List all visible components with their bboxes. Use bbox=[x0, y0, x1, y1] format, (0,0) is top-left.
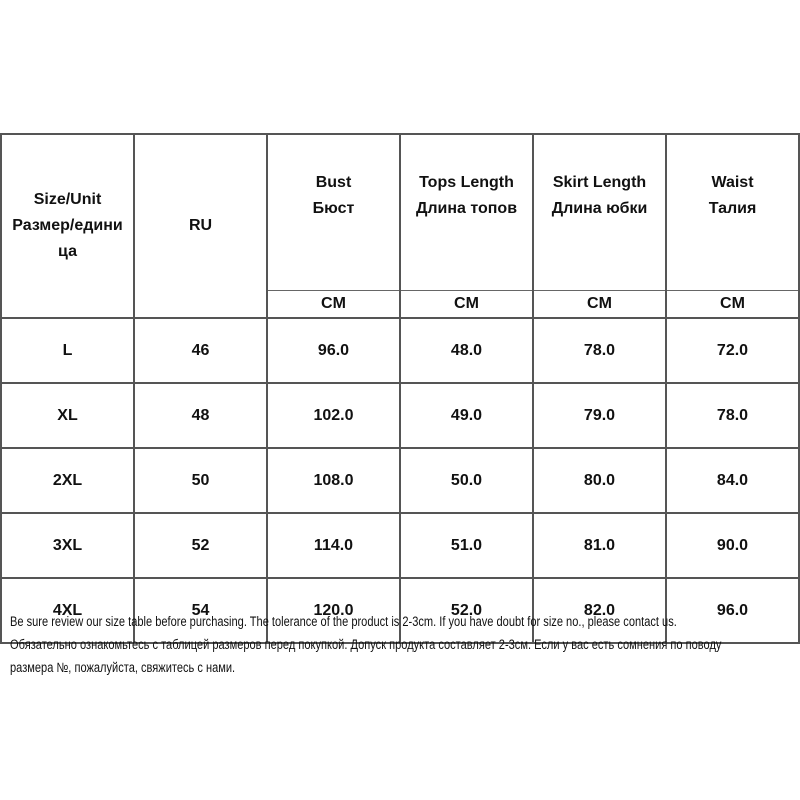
table-row bbox=[1, 513, 799, 578]
cell-ru: 54 bbox=[134, 578, 267, 643]
cell-skirt: 82.0 bbox=[533, 578, 666, 643]
header-text: Длина топов bbox=[415, 200, 518, 217]
header-tops-length bbox=[400, 134, 533, 291]
cell-size: 2XL bbox=[1, 448, 134, 513]
cell-bust: 108.0 bbox=[267, 448, 400, 513]
note-english: Be sure review our size table before purchasing. The tolerance of the product is 2-3cm. If you have doubt for size no., please contact us. bbox=[10, 614, 677, 629]
header-size-unit bbox=[1, 134, 134, 318]
cell-ru: 48 bbox=[134, 383, 267, 448]
header-text: Skirt Length bbox=[552, 174, 647, 191]
header-text: Размер/едини bbox=[12, 217, 123, 234]
cell-skirt: 79.0 bbox=[533, 383, 666, 448]
cell-skirt: 78.0 bbox=[533, 318, 666, 383]
header-text: Бюст bbox=[312, 200, 355, 217]
cell-skirt: 80.0 bbox=[533, 448, 666, 513]
cell-size: 3XL bbox=[1, 513, 134, 578]
cell-ru: 52 bbox=[134, 513, 267, 578]
cell-size: L bbox=[1, 318, 134, 383]
cell-bust: 114.0 bbox=[267, 513, 400, 578]
cell-bust: 120.0 bbox=[267, 578, 400, 643]
cell-tops: 50.0 bbox=[400, 448, 533, 513]
unit-cell: CM bbox=[400, 291, 533, 319]
header-ru: RU bbox=[134, 134, 267, 318]
header-text: ца bbox=[58, 243, 77, 260]
table-row bbox=[1, 448, 799, 513]
header-text: Талия bbox=[708, 200, 757, 217]
cell-bust: 96.0 bbox=[267, 318, 400, 383]
cell-tops: 52.0 bbox=[400, 578, 533, 643]
cell-ru: 46 bbox=[134, 318, 267, 383]
table-row bbox=[1, 383, 799, 448]
cell-waist: 96.0 bbox=[666, 578, 799, 643]
size-notes bbox=[10, 610, 748, 679]
cell-waist: 72.0 bbox=[666, 318, 799, 383]
header-text: Waist bbox=[711, 174, 754, 191]
header-bust bbox=[267, 134, 400, 291]
cell-tops: 48.0 bbox=[400, 318, 533, 383]
unit-cell: CM bbox=[533, 291, 666, 319]
unit-cell: CM bbox=[267, 291, 400, 319]
cell-ru: 50 bbox=[134, 448, 267, 513]
unit-cell: CM bbox=[666, 291, 799, 319]
header-text: Tops Length bbox=[419, 174, 514, 191]
cell-tops: 51.0 bbox=[400, 513, 533, 578]
size-table bbox=[0, 133, 800, 644]
cell-tops: 49.0 bbox=[400, 383, 533, 448]
cell-size: 4XL bbox=[1, 578, 134, 643]
cell-bust: 102.0 bbox=[267, 383, 400, 448]
table-row bbox=[1, 318, 799, 383]
cell-size: XL bbox=[1, 383, 134, 448]
note-russian-cont: размера №, пожалуйста, свяжитесь с нами. bbox=[10, 660, 236, 675]
note-russian: Обязательно ознакомьтесь с таблицей размеров перед покупкой. Допуск продукта составляет 2-3см. Если у вас есть сомнения по поводу bbox=[10, 637, 722, 652]
header-skirt-length bbox=[533, 134, 666, 291]
cell-waist: 90.0 bbox=[666, 513, 799, 578]
cell-skirt: 81.0 bbox=[533, 513, 666, 578]
header-text: Длина юбки bbox=[551, 200, 648, 217]
cell-waist: 84.0 bbox=[666, 448, 799, 513]
header-text: Size/Unit bbox=[33, 191, 102, 208]
header-waist bbox=[666, 134, 799, 291]
cell-waist: 78.0 bbox=[666, 383, 799, 448]
header-text: Bust bbox=[315, 174, 352, 191]
